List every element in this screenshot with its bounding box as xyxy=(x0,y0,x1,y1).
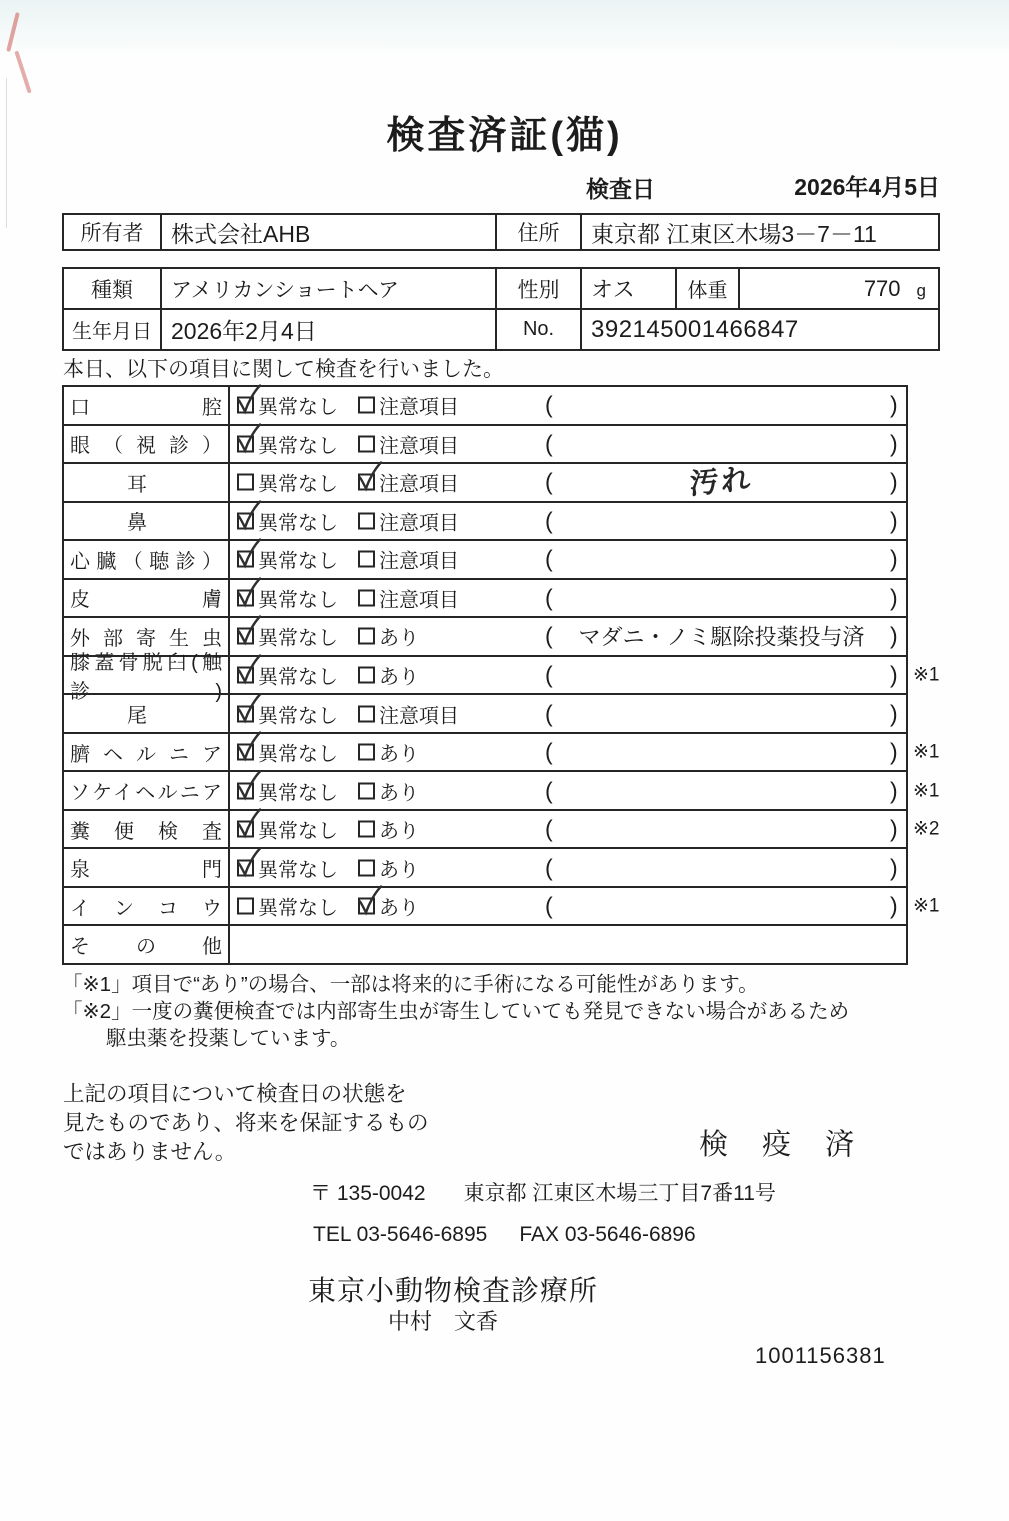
option-label: 注意項目 xyxy=(379,589,459,612)
checkbox-checked xyxy=(237,551,254,568)
clinic-phone-row xyxy=(313,1223,696,1247)
checkbox xyxy=(358,666,375,683)
exam-row xyxy=(64,462,906,501)
paren-open: ( xyxy=(545,738,553,765)
inspection-date-value: 2026年4月5日 xyxy=(794,174,940,200)
checkbox-checked xyxy=(237,744,254,761)
clinic-address-row xyxy=(310,1177,776,1207)
checkbox-checked xyxy=(237,512,254,529)
footnote-line: 「※1」項目で“あり”の場合、一部は将来的に手術になる可能性があります。 xyxy=(62,973,759,996)
paren-open: ( xyxy=(545,661,553,688)
option-label: あり xyxy=(379,743,419,766)
option-attention xyxy=(358,776,419,805)
checkbox-checked xyxy=(237,397,254,414)
exam-row xyxy=(64,578,906,617)
paren-close: ) xyxy=(890,700,898,727)
exam-item-label-text: 臍ヘルニア xyxy=(70,743,222,766)
breed-label: 種類 xyxy=(64,269,162,308)
checkbox xyxy=(358,782,375,799)
paren-open: ( xyxy=(545,545,553,572)
checkbox-checked xyxy=(237,666,254,683)
option-no-abnormality xyxy=(237,815,338,844)
postal-code: 〒 135-0042 xyxy=(310,1182,426,1205)
paren-open: ( xyxy=(545,777,553,804)
exam-item-label-text: 泉門 xyxy=(70,859,222,882)
checkbox xyxy=(358,397,375,414)
option-label: あり xyxy=(379,859,419,882)
disclaimer-line: 上記の項目について検査日の状態を xyxy=(63,1082,407,1106)
option-attention xyxy=(358,622,419,651)
option-label: 異常なし xyxy=(258,782,338,805)
weight-cell xyxy=(740,269,938,308)
exam-row xyxy=(64,693,906,732)
exam-item-label xyxy=(64,541,230,578)
exam-row xyxy=(64,770,940,809)
paren-close: ) xyxy=(890,507,898,534)
option-no-abnormality xyxy=(237,429,338,458)
footnote-line: 「※2」一度の糞便検査では内部寄生虫が寄生していても発見できない場合があるため xyxy=(62,1000,850,1023)
exam-row xyxy=(64,651,940,703)
checkbox xyxy=(358,589,375,606)
option-no-abnormality xyxy=(237,699,338,728)
clinic-name: 東京小動物検査診療所 xyxy=(308,1275,599,1306)
intro-text: 本日、以下の項目に関して検査を行いました。 xyxy=(63,358,504,381)
exam-row xyxy=(64,809,940,848)
exam-item-label xyxy=(64,811,230,848)
option-label: 異常なし xyxy=(258,589,338,612)
exam-item-label-text: 尾 xyxy=(127,705,147,728)
quarantine-stamp: 検 疫 済 xyxy=(699,1129,868,1161)
option-label: 異常なし xyxy=(258,666,338,689)
paren-open: ( xyxy=(545,700,553,727)
option-label: 異常なし xyxy=(258,627,338,650)
no-label: No. xyxy=(497,310,582,349)
checkbox-checked xyxy=(237,859,254,876)
pet-row-2 xyxy=(64,310,938,349)
option-attention xyxy=(358,506,459,535)
checkbox-checked xyxy=(237,821,254,838)
checkbox xyxy=(358,435,375,452)
checkbox xyxy=(358,744,375,761)
footnote-ref: ※1 xyxy=(913,780,940,802)
paren-open: ( xyxy=(545,584,553,611)
option-label: 異常なし xyxy=(258,396,338,419)
option-no-abnormality xyxy=(237,391,338,420)
option-label: 異常なし xyxy=(258,859,338,882)
paren-close: ) xyxy=(890,738,898,765)
footnote-ref: ※1 xyxy=(913,741,940,763)
option-label: 注意項目 xyxy=(379,550,459,573)
no-value: 392145001466847 xyxy=(591,315,799,343)
paren-close: ) xyxy=(890,777,898,804)
checkbox xyxy=(358,628,375,645)
paren-close: ) xyxy=(890,622,898,649)
exam-item-label-text: 眼（視診） xyxy=(70,435,222,458)
owner-table xyxy=(62,213,940,251)
weight-label: 体重 xyxy=(677,269,740,308)
paren-close: ) xyxy=(890,468,898,495)
option-attention xyxy=(358,853,419,882)
checkbox xyxy=(358,512,375,529)
birthdate-label: 生年月日 xyxy=(64,310,162,349)
breed-value: アメリカンショートヘア xyxy=(162,269,497,308)
exam-item-label xyxy=(64,387,230,424)
exam-item-label-text: 糞便検査 xyxy=(70,820,222,843)
checkbox-checked xyxy=(237,628,254,645)
printed-note: マダニ・ノミ駆除投薬投与済 xyxy=(578,624,865,650)
option-no-abnormality xyxy=(237,892,338,921)
fax-number: FAX 03-5646-6896 xyxy=(519,1223,696,1246)
option-label: あり xyxy=(379,897,419,920)
option-attention xyxy=(358,892,419,921)
exam-row xyxy=(64,539,906,578)
serial-number: 1001156381 xyxy=(755,1343,886,1368)
option-no-abnormality xyxy=(237,853,338,882)
address-value: 東京都 江東区木場3－7－11 xyxy=(591,220,877,247)
paren-open: ( xyxy=(545,854,553,881)
checkbox-checked xyxy=(358,474,375,491)
option-attention xyxy=(358,545,459,574)
weight-unit: g xyxy=(916,281,926,300)
sex-value: オス xyxy=(582,269,677,308)
option-label: あり xyxy=(379,666,419,689)
option-label: 注意項目 xyxy=(379,473,459,496)
paren-open: ( xyxy=(545,468,553,495)
checkbox xyxy=(358,821,375,838)
owner-value: 株式会社AHB xyxy=(162,215,497,249)
option-label: 注意項目 xyxy=(379,396,459,419)
option-label: あり xyxy=(379,820,419,843)
paren-open: ( xyxy=(545,892,553,919)
footnote-ref: ※1 xyxy=(913,895,940,917)
pet-row-1 xyxy=(64,269,938,310)
pet-table xyxy=(62,267,940,351)
exam-item-label xyxy=(64,580,230,617)
address-label: 住所 xyxy=(497,215,582,249)
exam-item-label xyxy=(64,926,230,963)
option-no-abnormality xyxy=(237,506,338,535)
option-no-abnormality xyxy=(237,776,338,805)
exam-item-label xyxy=(64,426,230,463)
paren-close: ) xyxy=(890,584,898,611)
option-no-abnormality xyxy=(237,583,338,612)
exam-item-label-text: 外部寄生虫 xyxy=(70,627,222,650)
paren-close: ) xyxy=(890,815,898,842)
option-label: 異常なし xyxy=(258,550,338,573)
footnote-line: 駆虫薬を投薬しています。 xyxy=(106,1027,351,1050)
exam-item-label xyxy=(64,503,230,540)
option-label: 異常なし xyxy=(258,897,338,920)
paren-close: ) xyxy=(890,545,898,572)
exam-item-label xyxy=(64,888,230,925)
option-no-abnormality xyxy=(237,545,338,574)
clinic-address: 東京都 江東区木場三丁目7番11号 xyxy=(463,1182,776,1205)
checkbox xyxy=(358,551,375,568)
tel-number: TEL 03-5646-6895 xyxy=(313,1223,488,1246)
option-attention xyxy=(358,583,459,612)
disclaimer-line: 見たものであり、将来を保証するもの xyxy=(63,1111,429,1135)
exam-item-label-text: 口腔 xyxy=(70,396,222,419)
weight-value: 770 xyxy=(863,275,901,301)
option-label: 異常なし xyxy=(258,820,338,843)
option-attention xyxy=(358,660,419,689)
paren-close: ) xyxy=(890,892,898,919)
paren-close: ) xyxy=(890,391,898,418)
checkbox-checked xyxy=(237,435,254,452)
exam-item-label xyxy=(64,734,230,771)
option-no-abnormality xyxy=(237,622,338,651)
exam-item-label-text: 心臓（聴診） xyxy=(70,550,222,573)
exam-row xyxy=(64,886,940,925)
paren-open: ( xyxy=(545,815,553,842)
option-label: 注意項目 xyxy=(379,435,459,458)
option-attention xyxy=(358,429,459,458)
option-attention xyxy=(358,468,459,497)
checkbox-checked xyxy=(358,898,375,915)
exam-row xyxy=(64,847,906,886)
option-attention xyxy=(358,391,459,420)
sex-label: 性別 xyxy=(497,269,582,308)
handwritten-note: 汚れ xyxy=(689,463,754,502)
checkbox xyxy=(358,859,375,876)
exam-row xyxy=(64,387,906,424)
exam-item-label-text: 鼻 xyxy=(127,512,147,535)
exam-item-label-text: インコウ xyxy=(70,897,222,920)
option-no-abnormality xyxy=(237,738,338,767)
option-no-abnormality xyxy=(237,468,338,497)
paren-open: ( xyxy=(545,622,553,649)
footnote-ref: ※2 xyxy=(913,818,940,840)
exam-item-label xyxy=(64,695,230,732)
disclaimer-text xyxy=(63,1080,429,1167)
exam-row xyxy=(64,732,940,771)
exam-row xyxy=(64,924,906,963)
exam-item-label xyxy=(64,464,230,501)
paren-close: ) xyxy=(890,661,898,688)
paren-open: ( xyxy=(545,430,553,457)
paren-close: ) xyxy=(890,854,898,881)
veterinarian-name: 中村 文香 xyxy=(388,1309,499,1334)
checkbox xyxy=(237,898,254,915)
exam-item-label xyxy=(64,772,230,809)
exam-item-label xyxy=(64,849,230,886)
option-label: 注意項目 xyxy=(379,512,459,535)
footnote-ref: ※1 xyxy=(913,664,940,686)
option-no-abnormality xyxy=(237,660,338,689)
document-title: 検査済証(猫) xyxy=(386,115,623,157)
option-label: 異常なし xyxy=(258,473,338,496)
birthdate-value: 2026年2月4日 xyxy=(162,310,497,349)
footnotes xyxy=(62,971,849,1052)
option-label: あり xyxy=(379,627,419,650)
option-attention xyxy=(358,815,419,844)
option-attention xyxy=(358,699,459,728)
option-label: あり xyxy=(379,782,419,805)
option-label: 注意項目 xyxy=(379,705,459,728)
exam-table xyxy=(62,385,940,965)
paren-open: ( xyxy=(545,391,553,418)
checkbox xyxy=(358,705,375,722)
checkbox-checked xyxy=(237,782,254,799)
option-label: 異常なし xyxy=(258,705,338,728)
paren-open: ( xyxy=(545,507,553,534)
scan-shading xyxy=(0,0,1009,58)
option-label: 異常なし xyxy=(258,435,338,458)
exam-item-label-text: 膝蓋骨脱臼(触診) xyxy=(70,651,222,703)
option-attention xyxy=(358,738,419,767)
checkbox xyxy=(237,474,254,491)
exam-item-label-text: ソケイヘルニア xyxy=(70,782,222,805)
checkbox-checked xyxy=(237,705,254,722)
exam-item-label-text: 皮膚 xyxy=(70,589,222,612)
checkbox-checked xyxy=(237,589,254,606)
disclaimer-line: ではありません。 xyxy=(63,1140,237,1164)
exam-item-label-text: 耳 xyxy=(127,473,147,496)
owner-label: 所有者 xyxy=(64,215,162,249)
paren-close: ) xyxy=(890,430,898,457)
exam-item-label-text: その他 xyxy=(70,936,222,959)
exam-item-label xyxy=(64,651,230,703)
option-label: 異常なし xyxy=(258,743,338,766)
inspection-date-label: 検査日 xyxy=(586,176,655,202)
exam-row xyxy=(64,501,906,540)
option-label: 異常なし xyxy=(258,512,338,535)
